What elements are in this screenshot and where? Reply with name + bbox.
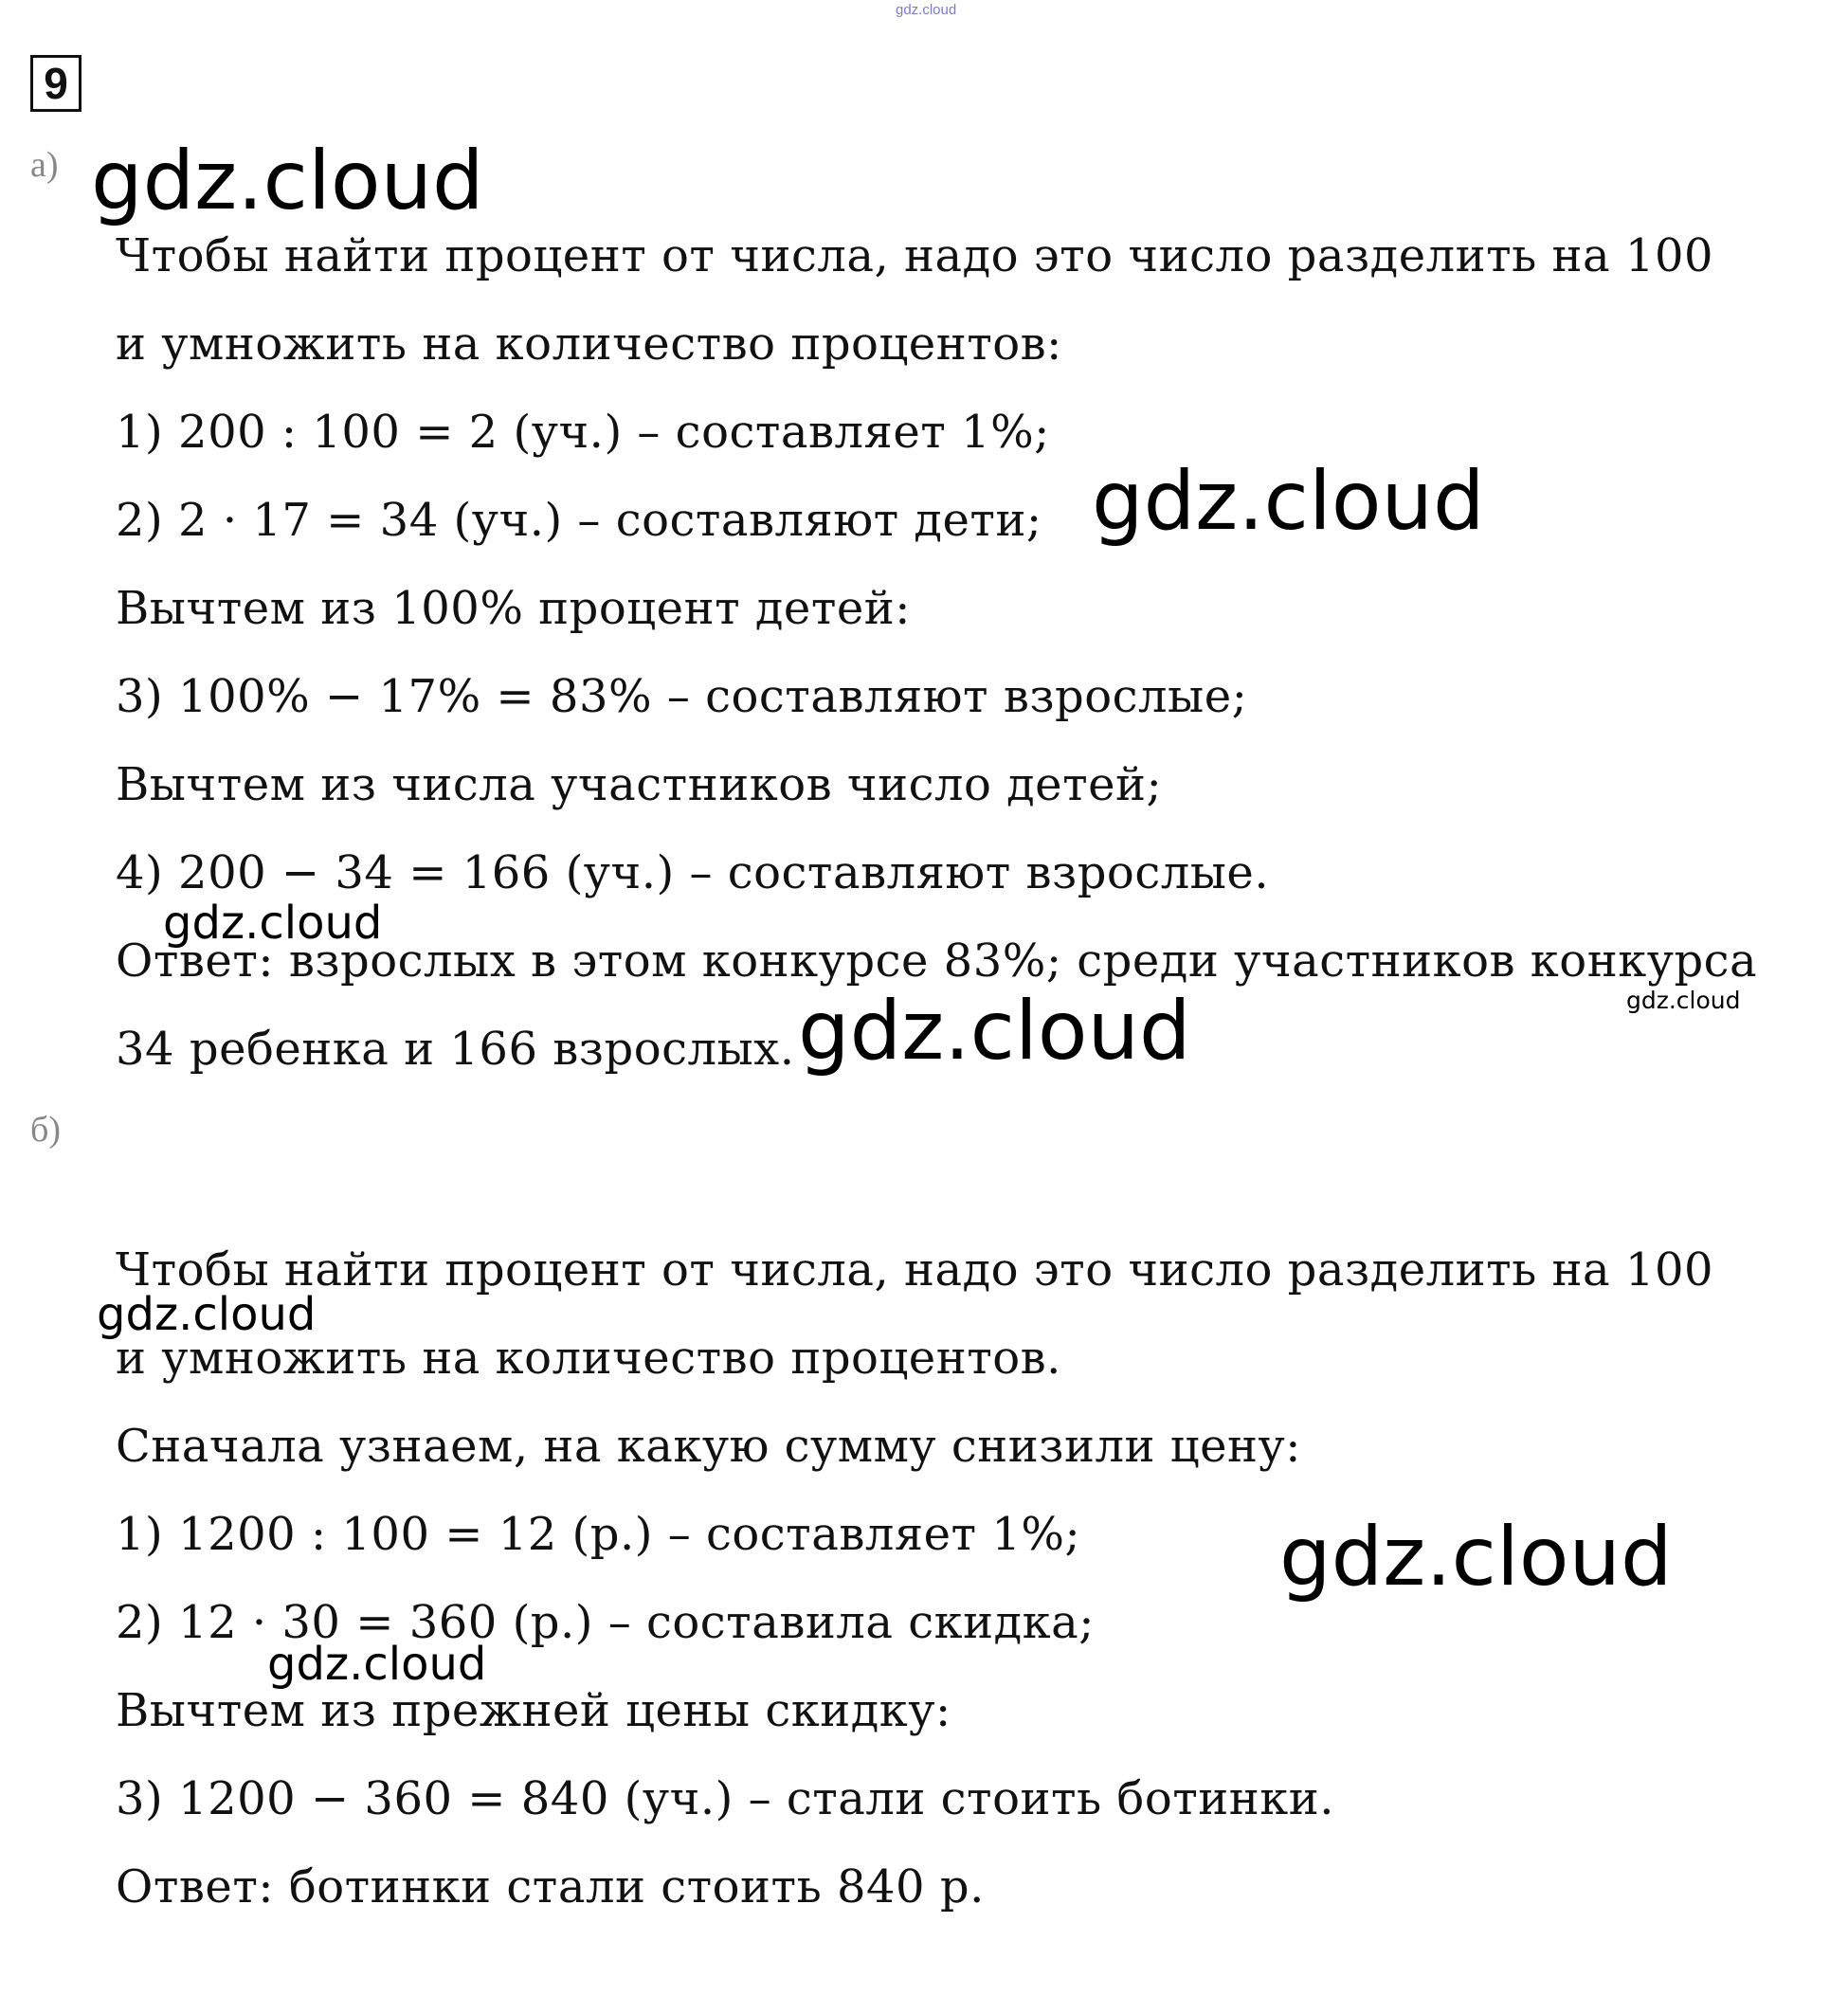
part-a-line-10: 34 ребенка и 166 взрослых. [116,1023,795,1076]
part-a-line-6: 3) 100% − 17% = 83% – составляют взрослые; [116,670,1248,723]
part-b-line-7: 3) 1200 − 360 = 840 (уч.) – стали стоить ботинки. [116,1772,1334,1825]
part-b-line-1: Чтобы найти процент от числа, надо это число разделить на 100 [116,1243,1714,1297]
part-b-line-6: Вычтем из прежней цены скидку: [116,1684,951,1737]
part-b-line-8: Ответ: ботинки стали стоить 840 р. [116,1860,985,1913]
part-a-line-2: и умножить на количество процентов: [116,317,1062,371]
part-a-line-3: 1) 200 : 100 = 2 (уч.) – составляет 1%; [116,406,1050,459]
part-b-label: б) [30,1110,61,1150]
part-a-line-7: Вычтем из числа участников число детей; [116,758,1163,811]
part-a-line-4: 2) 2 · 17 = 34 (уч.) – составляют дети; [116,494,1042,547]
part-a-line-9: Ответ: взрослых в этом конкурсе 83%; среди участников конкурса [116,934,1758,988]
part-a-line-1: Чтобы найти процент от числа, надо это число разделить на 100 [116,229,1714,282]
watermark-logo: gdz.cloud [1279,1510,1673,1605]
part-a-line-5: Вычтем из 100% процент детей: [116,582,911,635]
watermark-logo: gdz.cloud [798,984,1191,1079]
watermark-logo: gdz.cloud [1626,987,1741,1014]
watermark-logo: gdz.cloud [91,134,484,228]
watermark-logo: gdz.cloud [1092,454,1485,549]
watermark-logo: gdz.cloud [267,1638,487,1691]
top-watermark: gdz.cloud [896,2,957,18]
part-b-line-5: 2) 12 · 30 = 360 (р.) – составила скидка; [116,1596,1095,1649]
watermark-logo: gdz.cloud [163,897,383,950]
part-a-label: а) [30,145,59,185]
part-b-line-2: и умножить на количество процентов. [116,1332,1061,1385]
part-b-line-4: 1) 1200 : 100 = 12 (р.) – составляет 1%; [116,1508,1081,1561]
part-b-line-3: Сначала узнаем, на какую сумму снизили цену: [116,1420,1301,1473]
watermark-logo: gdz.cloud [97,1288,317,1341]
part-a-line-8: 4) 200 − 34 = 166 (уч.) – составляют взрослые. [116,846,1270,899]
task-number-box: 9 [30,55,82,112]
